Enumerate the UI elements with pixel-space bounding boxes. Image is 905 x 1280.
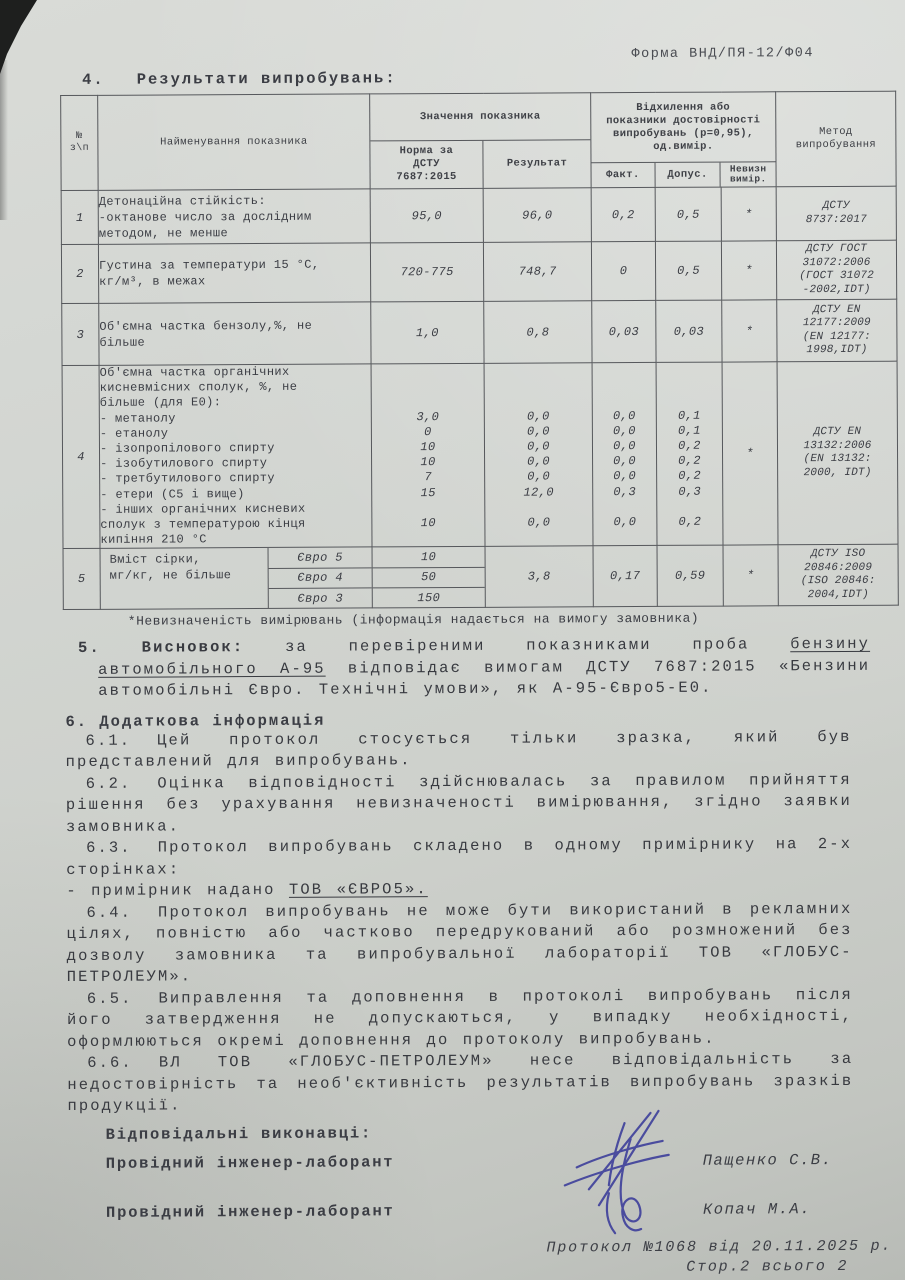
table-row-1: [61, 186, 896, 244]
section-4-heading: [82, 67, 902, 89]
section-6-title: Додаткова інформація: [99, 711, 326, 731]
row2-dopus: 0,5: [655, 241, 721, 300]
item-6-2: [66, 770, 852, 839]
header-deviation-group-cell: [591, 92, 776, 188]
section-5-number: 5.: [77, 639, 101, 658]
item-6-3-recipient: ТОВ «ЄВРО5».: [288, 880, 428, 900]
page-footer: [3, 1237, 905, 1279]
section-5-conclusion: [78, 634, 870, 703]
row4-norm-stack: 3,0 0 10 10 7 15 10: [371, 363, 485, 547]
row2-norm: 720-775: [370, 242, 483, 302]
item-6-3-text: Протокол випробувань складено в одному примірнику на 2-х сторінках:: [66, 835, 853, 879]
row1-fact: 0,2: [591, 187, 655, 241]
section-5-underlined-sample: бензину автомобільного А-95: [98, 635, 871, 679]
row5-result: 3,8: [485, 546, 593, 608]
item-6-5-number: 6.5.: [86, 989, 133, 1008]
signoff-role-2: Провідний інженер-лаборант: [105, 1202, 395, 1222]
row4-dopus-stack: 0,1 0,1 0,2 0,2 0,2 0,3 0,2: [656, 362, 723, 546]
row5-euro-stack: Євро 5 Євро 4 Євро 3: [269, 548, 372, 609]
row5-dopus: 0,59: [657, 545, 723, 606]
item-6-3-sub-prefix: - примірник надано: [66, 881, 289, 901]
row1-num: 1: [61, 190, 98, 244]
row1-method: ДСТУ 8737:2017: [776, 186, 896, 241]
signoff-heading: Відповідальні виконавці:: [105, 1124, 373, 1144]
row5-fact: 0,17: [593, 546, 657, 607]
signoff-block: [3, 1121, 905, 1226]
item-6-4: [66, 899, 852, 989]
row2-method: ДСТУ ГОСТ 31072:2006 (ГОСТ 31072 -2002,IDT): [776, 240, 896, 300]
header-deviation-group: Відхилення або показники достовірності випробувань (р=0,95), од.вимір.: [591, 92, 775, 163]
row4-num: 4: [62, 365, 100, 548]
row5-name: Вміст сірки, мг/кг, не більше: [101, 548, 269, 609]
row5-method: ДСТУ ISO 20846:2009 (ISO 20846: 2004,IDT): [778, 544, 898, 606]
section-5-text-before: за перевіреними показниками проба: [244, 635, 791, 657]
row3-nevyzn: *: [722, 300, 777, 362]
header-fact: Факт.: [606, 168, 640, 181]
table-row-5: [63, 544, 898, 609]
row4-name-stack: Об'ємна частка органічних кисневмісних сполук, %, не більше (для Е0): - метанолу - етанолу - ізопропілового спирту - ізобутилового спирту - третбутилового спирту - етери (С5 і вище) - інших органічних кисневих сполук з температурою кінця кипіння 210 °С: [99, 364, 372, 549]
row3-method: ДСТУ EN 12177:2009 (EN 12177: 1998,IDT): [777, 299, 897, 362]
row3-num: 3: [62, 303, 99, 365]
table-header-row: [61, 91, 896, 190]
row4-method: ДСТУ EN 13132:2006 (EN 13132: 2000, IDT): [777, 361, 898, 545]
results-table: [60, 91, 899, 611]
row2-result: 748,7: [483, 242, 591, 302]
left-edge-shadow: [0, 60, 8, 220]
row2-fact: 0: [591, 241, 655, 300]
row5-norm-stack: 10 50 150: [373, 547, 485, 608]
item-6-2-number: 6.2.: [85, 774, 132, 793]
item-6-3: [66, 834, 852, 881]
row3-dopus: 0,03: [656, 300, 722, 362]
row3-name: Об'ємна частка бензолу,%, не більше: [99, 302, 371, 365]
item-6-1-number: 6.1.: [85, 731, 132, 750]
signoff-row-1: [3, 1150, 905, 1177]
row5-norm-cell: [372, 547, 485, 609]
header-num: № з\п: [61, 95, 98, 190]
table-footnote: *Невизначеність вимірювань (інформація надається на вимогу замовника): [127, 610, 700, 629]
header-result: Результат: [482, 140, 590, 188]
table-row-4: [62, 361, 898, 549]
signoff-role-1: Провідний інженер-лаборант: [105, 1153, 395, 1173]
row1-name: Детонаційна стійкість: -октанове число за дослідним методом, не менше: [98, 189, 370, 244]
row5-name-cell: [100, 547, 372, 609]
row5-num: 5: [63, 549, 100, 610]
item-6-6-number: 6.6.: [87, 1053, 133, 1073]
header-norm: Норма за ДСТУ 7687:2015: [396, 144, 457, 184]
row5-nevyzn: *: [723, 545, 778, 606]
row3-norm: 1,0: [371, 301, 484, 364]
item-6-4-text: Протокол випробувань не може бути використаний в рекламних цілях, повністю або частково передрукований або розмножений без дозволу замовника та випробувальної лабораторії ТОВ «ГЛОБУС-ПЕТРОЛЕУМ».: [66, 899, 853, 987]
table-row-3: [62, 299, 897, 365]
item-6-6-text: ВЛ ТОВ «ГЛОБУС-ПЕТРОЛЕУМ» несе відповідальність за недостовірність та необ'єктивність результатів випробувань зразків продукції.: [67, 1050, 854, 1116]
row1-nevyzn: *: [721, 187, 776, 241]
row1-dopus: 0,5: [655, 187, 721, 241]
section-6-number: 6.: [65, 712, 89, 731]
row3-fact: 0,03: [592, 300, 656, 362]
item-6-4-number: 6.4.: [86, 903, 133, 922]
signoff-name-1: Пащенко С.В.: [702, 1150, 833, 1170]
section-5-label: Висновок:: [141, 638, 245, 657]
row4-fact-stack: 0,0 0,0 0,0 0,0 0,0 0,3 0,0: [592, 362, 657, 546]
table-row-2: [61, 240, 896, 303]
row2-nevyzn: *: [721, 241, 776, 300]
protocol-number-line: Протокол №1068 від 20.11.2025 р.: [546, 1237, 893, 1257]
item-6-3-number: 6.3.: [86, 838, 132, 858]
signoff-name-2: Копач М.А.: [702, 1199, 812, 1219]
header-nevyzn: Невизн вимір.: [720, 162, 776, 186]
item-6-5: [67, 985, 853, 1054]
header-name: Найменування показника: [98, 94, 370, 190]
signature-ink: [554, 1108, 695, 1241]
item-6-2-text: Оцінка відповідності здійснювалась за правилом прийняття рішення без урахування невизначеності вимірювання, згідно заявки замовника.: [65, 770, 852, 836]
item-6-6: [67, 1049, 853, 1118]
signoff-row-2: [3, 1199, 905, 1226]
form-reference: Форма ВНД/ПЯ-12/Ф04: [631, 46, 814, 63]
item-6-5-text: Виправлення та доповнення в протоколі випробувань після його затвердження не допускаються, у випадку необхідності, оформлюються окремі доповнення до протоколу випробувань.: [66, 985, 854, 1051]
item-6-1: [65, 727, 851, 774]
header-value-group-cell: [370, 93, 591, 189]
row4-nevyzn: *: [722, 362, 778, 546]
header-method: Метод випробування: [776, 91, 896, 187]
row1-result: 96,0: [483, 188, 591, 243]
row1-norm: 95,0: [370, 188, 483, 243]
header-dopus: Допус.: [654, 163, 720, 187]
row4-result-stack: 0,0 0,0 0,0 0,0 0,0 12,0 0,0: [484, 363, 593, 547]
section-5-text-after: відповідає вимогам ДСТУ 7687:2015 «Бензини автомобільні Євро. Технічні умови», як А-95-Євро5-Е0.: [98, 656, 871, 701]
row2-num: 2: [61, 244, 98, 303]
section-4-title: Результати випробувань:: [136, 69, 397, 89]
row3-result: 0,8: [484, 301, 592, 364]
page-count-line: Стор.2 всього 2: [686, 1257, 849, 1276]
item-6-1-text: Цей протокол стосується тільки зразка, який був представлений для випробувань.: [65, 727, 852, 772]
section-4-number: 4.: [82, 70, 105, 89]
row2-name: Густина за температури 15 °С, кг/м³, в межах: [98, 243, 370, 303]
header-value-group: Значення показника: [370, 93, 590, 141]
